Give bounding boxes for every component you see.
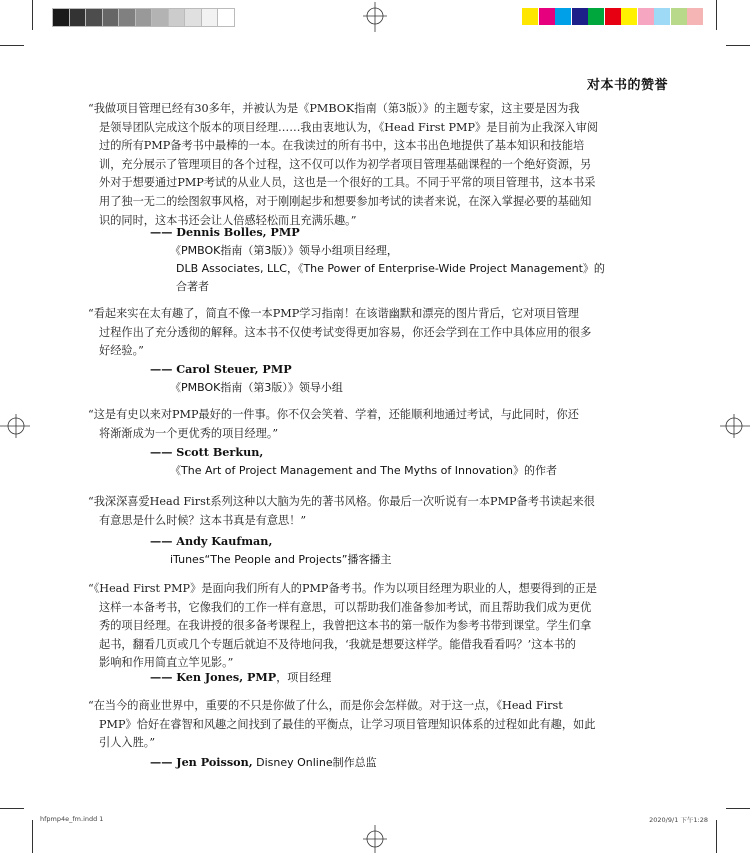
testimonial-quote (88, 493, 595, 530)
color-swatch (621, 8, 637, 25)
author-name: —— Dennis Bolles, PMP (150, 225, 300, 239)
quote-line: 秀的项目经理。在我讲授的很多备考课程上，我曾把这本书的第一版作为参考书带到课堂。学生们拿 (99, 619, 592, 633)
gray-swatch (135, 8, 153, 27)
color-swatch (588, 8, 604, 25)
crop-mark (716, 820, 717, 853)
testimonial-attribution (150, 443, 557, 480)
registration-mark-top (363, 2, 387, 32)
crop-mark (726, 808, 750, 809)
slug-timestamp: 2020/9/1 下午1:28 (649, 816, 708, 824)
quote-line: 外对于想要通过PMP考试的从业人员，这也是一个很好的工具。不同于平常的项目管理书，这本书采 (99, 176, 596, 190)
quote-line: 识的同时，这本书还会让人倍感轻松而且充满乐趣。” (99, 213, 357, 227)
quote-line: PMP》恰好在睿智和风趣之间找到了最佳的平衡点，让学习项目管理知识体系的过程如此有趣，如此 (99, 717, 596, 731)
registration-mark-bottom (363, 825, 387, 853)
author-role: 合著者 (176, 280, 209, 293)
quote-line: 影响和作用简直立竿见影。” (99, 656, 234, 670)
color-swatch (654, 8, 670, 25)
quote-line: “在当今的商业世界中，重要的不只是你做了什么，而是你会怎样做。对于这一点，《Head First (88, 699, 563, 712)
testimonial-quote (88, 305, 592, 361)
author-name: —— Andy Kaufman, (150, 534, 273, 548)
color-swatch (605, 8, 621, 25)
testimonial-attribution (150, 223, 605, 296)
slug-filename: hfpmp4e_fm.indd 1 (40, 815, 104, 823)
author-name: —— Scott Berkun, (150, 445, 264, 459)
testimonial-attribution (150, 668, 331, 687)
page-header-title: 对本书的赞誉 (586, 78, 668, 93)
registration-mark-right (720, 414, 750, 438)
crop-mark (32, 0, 33, 30)
author-name: —— Ken Jones, PMP (150, 670, 277, 684)
quote-line: “看起来实在太有趣了，简直不像一本PMP学习指南！在该谐幽默和漂亮的图片背后，它对项目管理 (88, 307, 579, 320)
quote-line: 过的所有PMP备考书中最棒的一本。在我读过的所有书中，这本书出色地提供了基本知识和技能培 (99, 139, 585, 153)
gray-swatch (217, 8, 235, 27)
testimonial-quote (88, 697, 596, 753)
author-role: iTunes“The People and Projects”播客播主 (170, 553, 392, 566)
quote-line: 有意思是什么时候？这本书真是有意思！” (99, 513, 307, 527)
crop-mark (726, 45, 750, 46)
color-swatch (687, 8, 703, 25)
registration-mark-left (0, 414, 30, 438)
testimonial-quote (88, 580, 597, 673)
gray-swatch (102, 8, 120, 27)
author-role: 《PMBOK指南（第3版）》领导小组 (170, 381, 343, 394)
quote-line: 过程作出了充分透彻的解释。这本书不仅使考试变得更加容易，你还会学到在工作中具体应用的很多 (99, 325, 592, 339)
author-name: —— Carol Steuer, PMP (150, 362, 292, 376)
color-swatch (572, 8, 588, 25)
crop-mark (0, 808, 24, 809)
quote-line: 起书，翻看几页或几个专题后就迫不及待地问我，‘我就是想要这样学。能借我看看吗？’这本书的 (99, 637, 576, 651)
author-role: 《PMBOK指南（第3版）》领导小组项目经理， (170, 244, 398, 257)
color-swatch (555, 8, 571, 25)
testimonial-attribution (150, 360, 343, 397)
author-role: DLB Associates, LLC，《The Power of Enterprise-Wide Project Management》的 (176, 262, 605, 275)
author-title: ，项目经理 (276, 671, 332, 684)
quote-line: 好经验。” (99, 344, 144, 358)
gray-swatch (52, 8, 70, 27)
author-name: —— Jen Poisson, (150, 755, 253, 769)
quote-line: “《Head First PMP》是面向我们所有人的PMP备考书。作为以项目经理为职业的人，想要得到的正是 (88, 582, 597, 595)
quote-line: 这样一本备考书，它像我们的工作一样有意思，可以帮助我们准备参加考试，而且帮助我们成为更优 (99, 600, 592, 614)
testimonial-quote (88, 100, 599, 230)
color-swatch (539, 8, 555, 25)
quote-line: “我深深喜爱Head First系列这种以大脑为先的著书风格。你最后一次听说有一本PMP备考书读起来很 (88, 495, 595, 508)
crop-mark (716, 0, 717, 30)
quote-line: 将渐渐成为一个更优秀的项目经理。” (99, 426, 279, 440)
quote-line: “我做项目管理已经有30多年，并被认为是《PMBOK指南（第3版）》的主题专家，这主要是因为我 (88, 102, 580, 115)
quote-line: 引人入胜。” (99, 736, 156, 750)
color-swatch (522, 8, 538, 25)
gray-swatch (85, 8, 103, 27)
crop-mark (32, 820, 33, 853)
gray-swatch (201, 8, 219, 27)
testimonial-attribution (150, 753, 377, 772)
quote-line: “这是有史以来对PMP最好的一件事。你不仅会笑着、学着，还能顺利地通过考试，与此同时，你还 (88, 408, 579, 421)
gray-swatch (151, 8, 169, 27)
author-title: Disney Online制作总监 (252, 756, 377, 769)
crop-mark (0, 45, 24, 46)
quote-line: 训，充分展示了管理项目的各个过程，这不仅可以作为初学者项目管理基础课程的一个绝好资源，另 (99, 157, 592, 171)
color-swatch (638, 8, 654, 25)
gray-swatch (184, 8, 202, 27)
quote-line: 是领导团队完成这个版本的项目经理……我由衷地认为，《Head First PMP》是目前为止我深入审阅 (99, 120, 599, 134)
gray-swatch (118, 8, 136, 27)
testimonial-attribution (150, 532, 392, 569)
testimonial-quote (88, 406, 584, 443)
color-swatch (671, 8, 687, 25)
gray-swatch (168, 8, 186, 27)
author-role: 《The Art of Project Management and The Myths of Innovation》的作者 (170, 464, 557, 477)
quote-line: 用了独一无二的绘图叙事风格，对于刚刚起步和想要参加考试的读者来说，在深入掌握必要的基础知 (99, 194, 592, 208)
gray-swatch (69, 8, 87, 27)
